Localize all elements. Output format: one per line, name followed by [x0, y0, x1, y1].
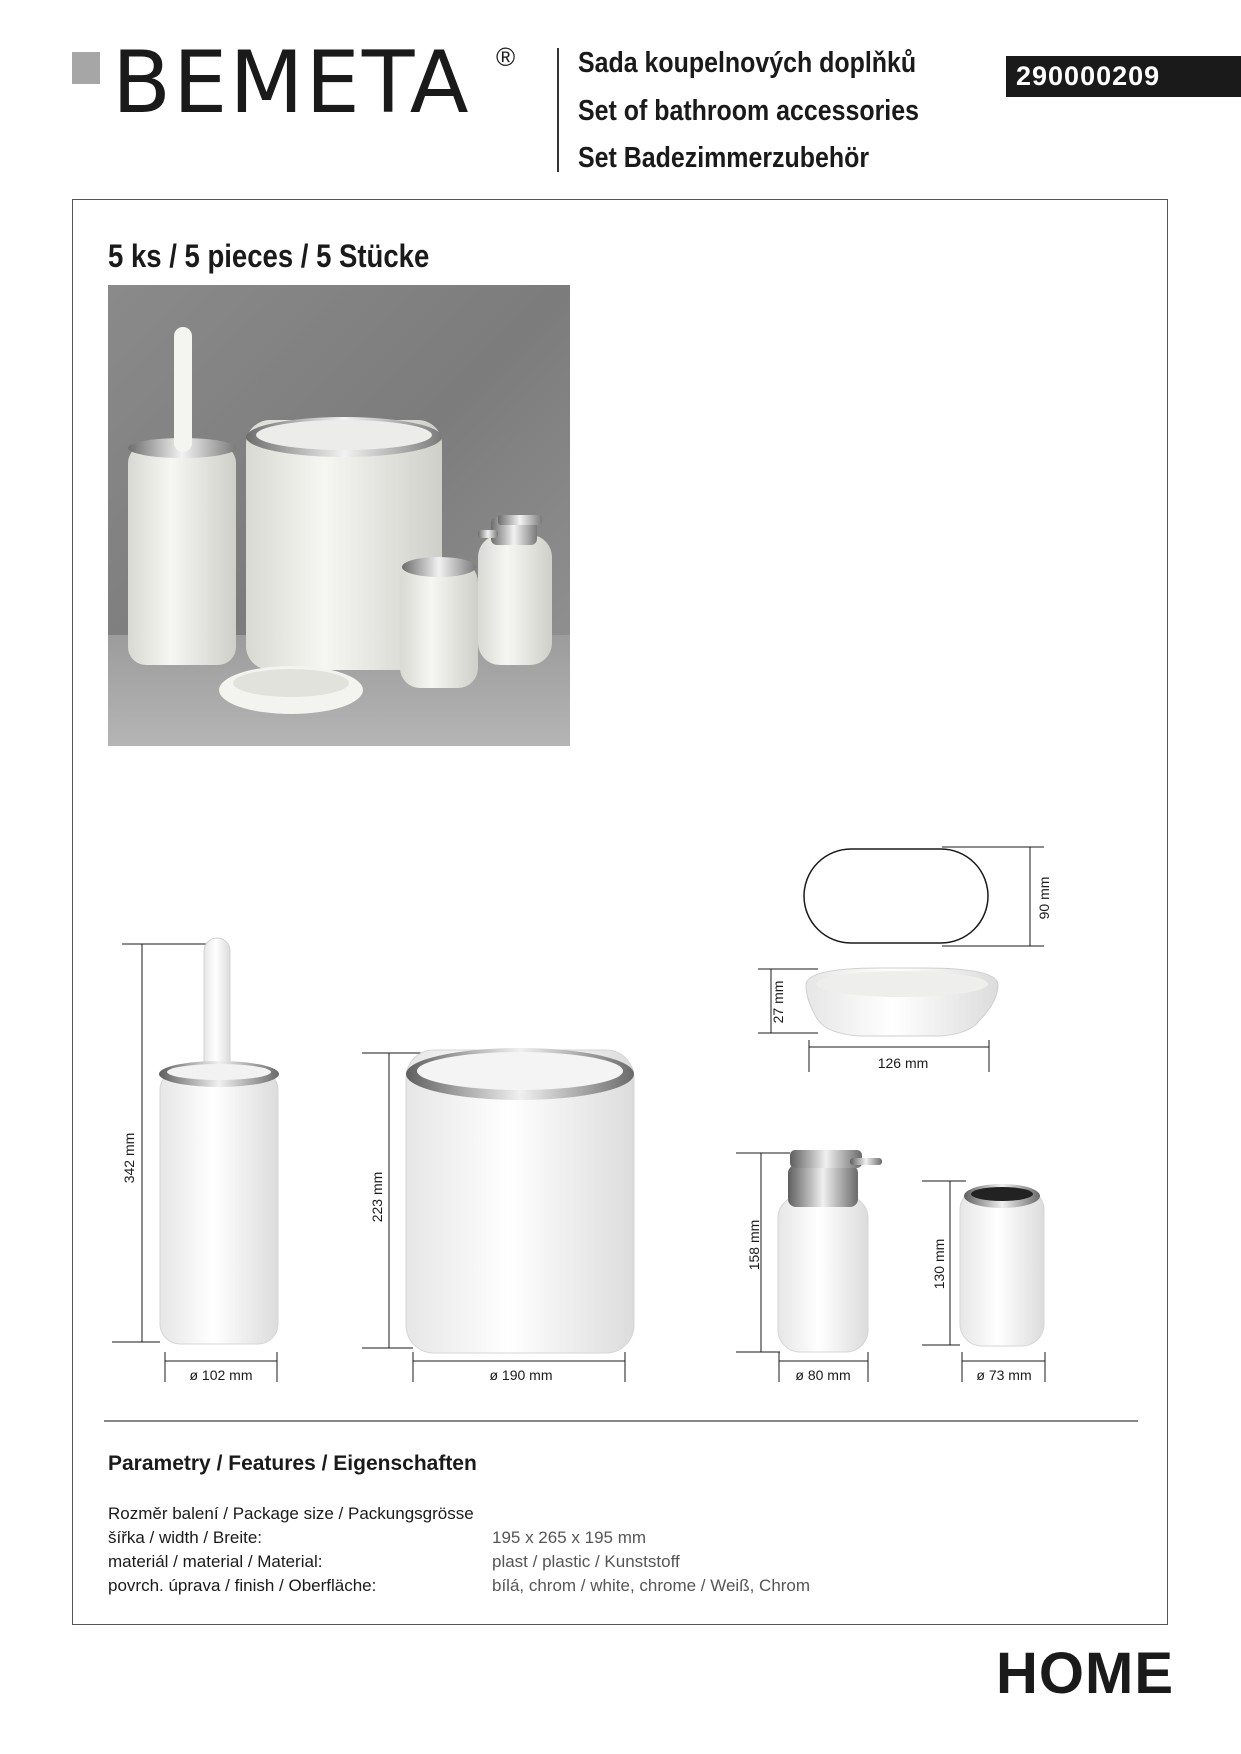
soap-dish-depth-label: 27 mm	[770, 980, 786, 1024]
category-label: HOME	[996, 1641, 1174, 1706]
material-label: materiál / material / Material:	[108, 1552, 323, 1571]
soap-dish-width-label: 126 mm	[877, 1055, 929, 1071]
tumbler-diameter-label: ø 73 mm	[976, 1367, 1032, 1383]
pieces-count: 5 ks / 5 pieces / 5 Stücke	[108, 238, 430, 274]
title-german: Set Badezimmerzubehör	[578, 142, 870, 174]
brand-logo: BEMETA	[112, 33, 471, 133]
dispenser-height-label: 158 mm	[746, 1219, 762, 1271]
soap-dish-height-label: 90 mm	[1036, 876, 1052, 920]
registered-mark: ®	[496, 42, 516, 72]
section-divider	[104, 1420, 1138, 1422]
brush-height-label: 342 mm	[121, 1132, 137, 1184]
title-english: Set of bathroom accessories	[578, 95, 919, 127]
finish-label: povrch. úprava / finish / Oberfläche:	[108, 1576, 377, 1595]
brush-diameter-label: ø 102 mm	[189, 1367, 253, 1383]
package-size-label: Rozměr balení / Package size / Packungsgrösse	[108, 1504, 474, 1523]
bin-height-label: 223 mm	[369, 1171, 385, 1223]
product-code: 290000209	[1006, 56, 1241, 97]
material-value: plast / plastic / Kunststoff	[492, 1552, 680, 1571]
dispenser-diameter-label: ø 80 mm	[795, 1367, 851, 1383]
tumbler-height-label: 130 mm	[931, 1238, 947, 1290]
width-label: šířka / width / Breite:	[108, 1528, 262, 1547]
width-value: 195 x 265 x 195 mm	[492, 1528, 647, 1547]
bin-diameter-label: ø 190 mm	[489, 1367, 553, 1383]
title-czech: Sada koupelnových doplňků	[578, 47, 917, 79]
features-title: Parametry / Features / Eigenschaften	[108, 1452, 477, 1475]
finish-value: bílá, chrom / white, chrome / Weiß, Chrom	[492, 1576, 811, 1595]
